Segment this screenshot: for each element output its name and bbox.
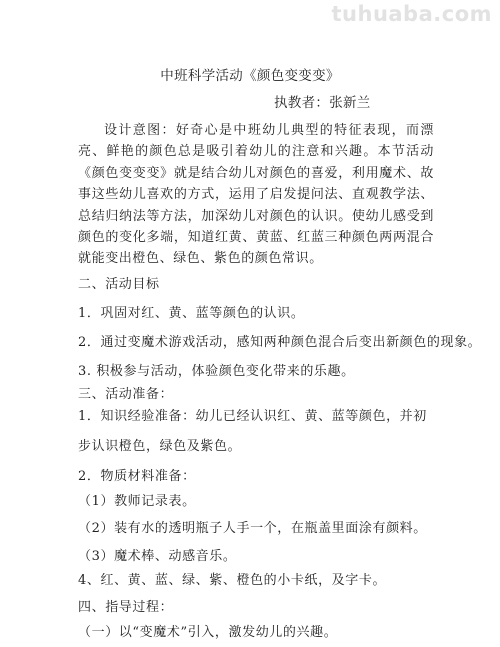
- process-step-1: （一）以“变魔术”引入，激发幼儿的兴趣。: [78, 625, 338, 640]
- section-heading-goals: 二、活动目标: [78, 277, 160, 292]
- material-item-3: （3）魔术棒、动感音乐。: [78, 549, 237, 564]
- goal-item-2: 2．通过变魔术游戏活动，感知两种颜色混合后变出新颜色的现象。: [78, 335, 482, 350]
- section-heading-process: 四、指导过程：: [78, 600, 174, 615]
- design-intent-paragraph: 设计意图：好奇心是中班幼儿典型的特征表现，而漂亮、鲜艳的颜色总是吸引着幼儿的注意和兴趣。本节活动《颜色变变变》就是结合幼儿对颜色的喜爱，利用魔术、故事这些幼儿喜欢的方式，运用了启发提问法、直观教学法、总结归纳法等方法，加深幼儿对颜色的认识。使幼儿感受到颜色的变化多端，知道红黄、黄蓝、红蓝三种颜色两两混合就能变出橙色、绿色、紫色的颜色常识。: [78, 123, 434, 267]
- preparation-item-1: 1．知识经验准备：幼儿已经认识红、黄、蓝等颜色，并初步认识橙色，绿色及紫色。: [78, 409, 427, 454]
- document-title: 中班科学活动《颜色变变变》: [160, 68, 340, 84]
- goal-item-3: 3. 积极参与活动，体验颜色变化带来的乐趣。: [78, 364, 355, 379]
- material-item-2: （2）装有水的透明瓶子人手一个，在瓶盖里面涂有颜料。: [78, 521, 427, 536]
- watermark-logo: tuhuaba.com: [331, 2, 492, 26]
- preparation-item-2: 2．物质材料准备：: [78, 469, 196, 484]
- document-author: 执教者：张新兰: [274, 95, 371, 111]
- section-heading-preparation: 三、活动准备：: [78, 387, 174, 402]
- material-item-1: （1）教师记录表。: [78, 494, 196, 509]
- goal-item-1: 1．巩固对红、黄、蓝等颜色的认识。: [78, 306, 305, 321]
- material-item-4: 4、红、黄、蓝、绿、紫、橙色的小卡纸，及字卡。: [78, 573, 387, 588]
